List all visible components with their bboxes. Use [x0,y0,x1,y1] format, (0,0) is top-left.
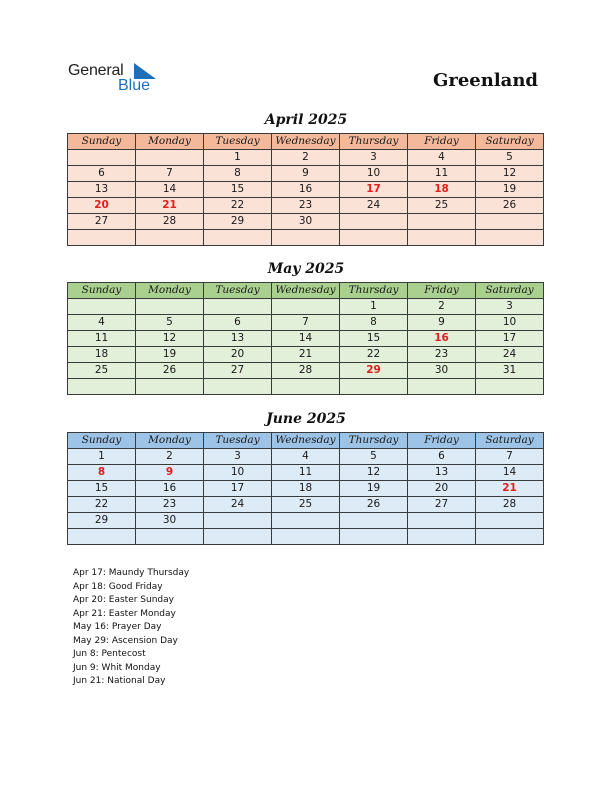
holiday-item: May 29: Ascension Day [73,635,178,646]
day-cell: 7 [476,449,544,465]
empty-day-cell [476,513,544,529]
empty-day-cell [408,230,476,246]
logo [68,62,168,96]
empty-day-cell [408,529,476,545]
day-cell: 3 [340,150,408,166]
day-cell: 24 [340,198,408,214]
empty-day-cell [204,299,272,315]
day-cell: 2 [272,150,340,166]
empty-day-cell [272,513,340,529]
holiday-day-cell: 9 [136,465,204,481]
week-row [68,315,544,331]
empty-day-cell [340,513,408,529]
day-cell: 6 [408,449,476,465]
day-cell: 30 [272,214,340,230]
month-title-april: April 2025 [264,112,348,128]
holiday-item: Apr 18: Good Friday [73,581,163,592]
empty-day-cell [340,379,408,395]
weekday-header-friday: Friday [408,283,476,299]
day-cell: 14 [136,182,204,198]
calendar-may [67,282,544,395]
day-cell: 26 [340,497,408,513]
day-cell: 19 [340,481,408,497]
day-cell: 17 [204,481,272,497]
day-cell: 28 [476,497,544,513]
week-row [68,497,544,513]
weekday-header-monday: Monday [136,433,204,449]
holiday-item: Jun 9: Whit Monday [73,662,161,673]
weekday-header-row [68,433,544,449]
weekday-header-thursday: Thursday [340,433,408,449]
day-cell: 28 [136,214,204,230]
holiday-list [73,567,189,689]
week-row [68,379,544,395]
day-cell: 13 [408,465,476,481]
day-cell: 15 [204,182,272,198]
week-row [68,166,544,182]
day-cell: 16 [136,481,204,497]
calendar-april [67,133,544,246]
month-title-june: June 2025 [266,411,346,427]
empty-day-cell [340,529,408,545]
day-cell: 13 [204,331,272,347]
day-cell: 7 [272,315,340,331]
weekday-header-thursday: Thursday [340,134,408,150]
empty-day-cell [204,529,272,545]
day-cell: 18 [68,347,136,363]
day-cell: 6 [204,315,272,331]
day-cell: 12 [340,465,408,481]
week-row [68,214,544,230]
logo-text-blue: Blue [118,77,151,94]
empty-day-cell [476,230,544,246]
day-cell: 15 [340,331,408,347]
week-row [68,299,544,315]
week-row [68,150,544,166]
day-cell: 5 [340,449,408,465]
empty-day-cell [408,214,476,230]
week-row [68,363,544,379]
empty-day-cell [136,299,204,315]
day-cell: 11 [68,331,136,347]
empty-day-cell [272,529,340,545]
day-cell: 12 [136,331,204,347]
empty-day-cell [204,379,272,395]
weekday-header-tuesday: Tuesday [204,134,272,150]
empty-day-cell [136,150,204,166]
day-cell: 28 [272,363,340,379]
holiday-day-cell: 18 [408,182,476,198]
day-cell: 5 [476,150,544,166]
day-cell: 9 [272,166,340,182]
day-cell: 23 [272,198,340,214]
day-cell: 4 [408,150,476,166]
logo-text-general: General [68,62,124,79]
country-title: Greenland [432,70,538,91]
week-row [68,230,544,246]
weekday-header-monday: Monday [136,134,204,150]
empty-day-cell [68,150,136,166]
day-cell: 3 [476,299,544,315]
holiday-item: Apr 21: Easter Monday [73,608,176,619]
day-cell: 10 [204,465,272,481]
day-cell: 11 [272,465,340,481]
empty-day-cell [136,230,204,246]
empty-day-cell [68,299,136,315]
month-title-may: May 2025 [267,261,345,277]
holiday-day-cell: 21 [136,198,204,214]
empty-day-cell [68,529,136,545]
day-cell: 16 [272,182,340,198]
day-cell: 15 [68,481,136,497]
weekday-header-friday: Friday [408,433,476,449]
empty-day-cell [476,214,544,230]
day-cell: 25 [408,198,476,214]
empty-day-cell [68,230,136,246]
day-cell: 6 [68,166,136,182]
holiday-item: May 16: Prayer Day [73,622,162,632]
day-cell: 12 [476,166,544,182]
day-cell: 17 [476,331,544,347]
empty-day-cell [408,379,476,395]
day-cell: 27 [408,497,476,513]
week-row [68,331,544,347]
holiday-item: Jun 8: Pentecost [73,649,146,659]
empty-day-cell [136,529,204,545]
day-cell: 31 [476,363,544,379]
holiday-item: Apr 20: Easter Sunday [73,595,174,605]
empty-day-cell [476,379,544,395]
day-cell: 24 [476,347,544,363]
weekday-header-thursday: Thursday [340,283,408,299]
week-row [68,198,544,214]
week-row [68,347,544,363]
day-cell: 27 [68,214,136,230]
day-cell: 21 [272,347,340,363]
holiday-day-cell: 20 [68,198,136,214]
day-cell: 20 [204,347,272,363]
day-cell: 14 [476,465,544,481]
day-cell: 25 [68,363,136,379]
holiday-day-cell: 17 [340,182,408,198]
weekday-header-wednesday: Wednesday [272,283,340,299]
weekday-header-tuesday: Tuesday [204,433,272,449]
weekday-header-wednesday: Wednesday [272,134,340,150]
empty-day-cell [204,513,272,529]
day-cell: 10 [476,315,544,331]
empty-day-cell [68,379,136,395]
holiday-day-cell: 21 [476,481,544,497]
weekday-header-saturday: Saturday [476,283,544,299]
empty-day-cell [408,513,476,529]
holiday-day-cell: 29 [340,363,408,379]
weekday-header-sunday: Sunday [68,134,136,150]
weekday-header-monday: Monday [136,283,204,299]
day-cell: 1 [204,150,272,166]
empty-day-cell [204,230,272,246]
day-cell: 1 [340,299,408,315]
day-cell: 11 [408,166,476,182]
weekday-header-wednesday: Wednesday [272,433,340,449]
day-cell: 3 [204,449,272,465]
weekday-header-tuesday: Tuesday [204,283,272,299]
holiday-item: Apr 17: Maundy Thursday [73,568,190,578]
day-cell: 7 [136,166,204,182]
day-cell: 27 [204,363,272,379]
day-cell: 19 [476,182,544,198]
weekday-header-row [68,134,544,150]
empty-day-cell [476,529,544,545]
holiday-day-cell: 8 [68,465,136,481]
holiday-item: Jun 21: National Day [73,676,166,686]
week-row [68,529,544,545]
day-cell: 5 [136,315,204,331]
day-cell: 4 [68,315,136,331]
weekday-header-saturday: Saturday [476,134,544,150]
day-cell: 8 [340,315,408,331]
day-cell: 2 [408,299,476,315]
weekday-header-sunday: Sunday [68,433,136,449]
day-cell: 9 [408,315,476,331]
day-cell: 23 [408,347,476,363]
day-cell: 1 [68,449,136,465]
day-cell: 8 [204,166,272,182]
day-cell: 29 [204,214,272,230]
day-cell: 4 [272,449,340,465]
week-row [68,465,544,481]
day-cell: 13 [68,182,136,198]
day-cell: 24 [204,497,272,513]
day-cell: 22 [68,497,136,513]
day-cell: 23 [136,497,204,513]
day-cell: 19 [136,347,204,363]
week-row [68,481,544,497]
day-cell: 2 [136,449,204,465]
weekday-header-sunday: Sunday [68,283,136,299]
empty-day-cell [272,299,340,315]
holiday-day-cell: 16 [408,331,476,347]
empty-day-cell [340,230,408,246]
week-row [68,513,544,529]
day-cell: 18 [272,481,340,497]
day-cell: 14 [272,331,340,347]
week-row [68,449,544,465]
day-cell: 25 [272,497,340,513]
day-cell: 26 [136,363,204,379]
day-cell: 20 [408,481,476,497]
weekday-header-saturday: Saturday [476,433,544,449]
day-cell: 10 [340,166,408,182]
weekday-header-row [68,283,544,299]
day-cell: 26 [476,198,544,214]
weekday-header-friday: Friday [408,134,476,150]
empty-day-cell [272,379,340,395]
empty-day-cell [340,214,408,230]
calendar-june [67,432,544,545]
empty-day-cell [136,379,204,395]
week-row [68,182,544,198]
empty-day-cell [272,230,340,246]
day-cell: 30 [408,363,476,379]
day-cell: 29 [68,513,136,529]
day-cell: 22 [204,198,272,214]
day-cell: 22 [340,347,408,363]
day-cell: 30 [136,513,204,529]
